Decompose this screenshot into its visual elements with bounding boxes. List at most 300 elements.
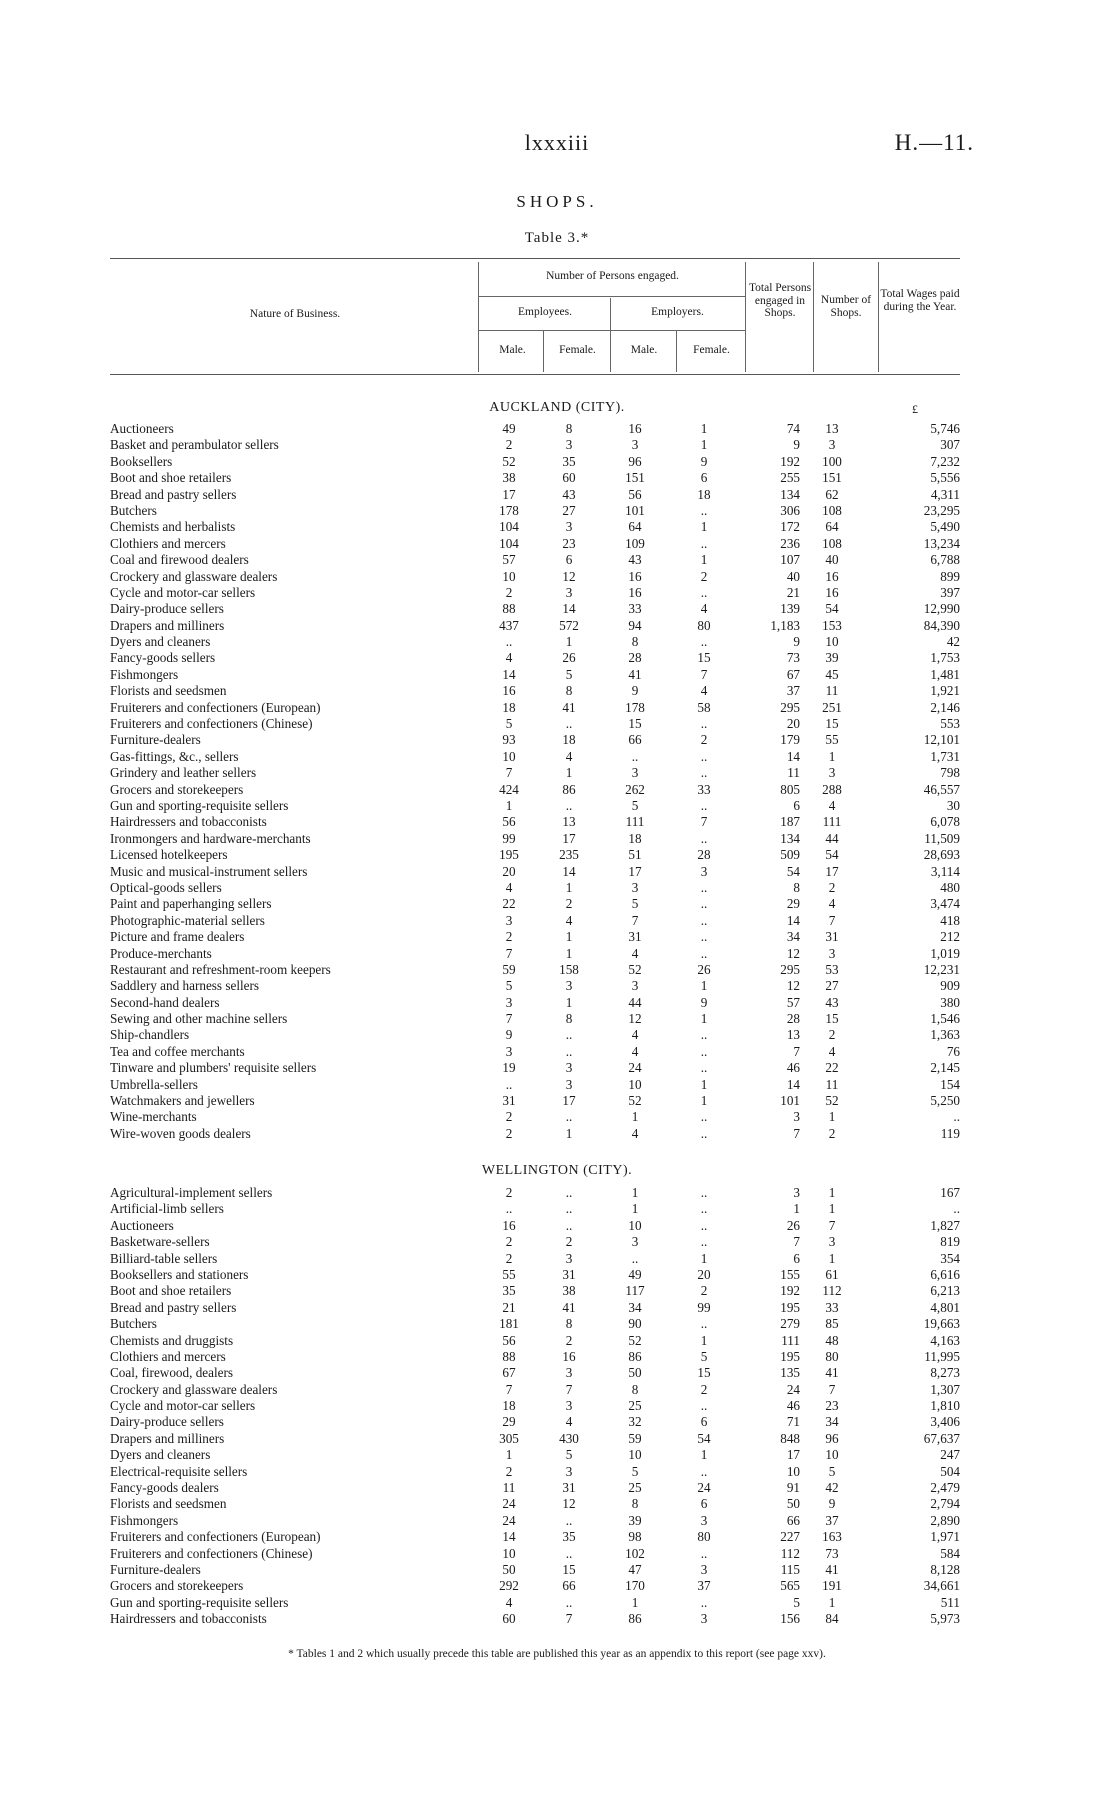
table-row xyxy=(110,421,960,437)
employees-male-cell: 424 xyxy=(499,781,519,797)
total-persons-cell: 111 xyxy=(781,1332,800,1348)
total-wages-cell: 5,746 xyxy=(930,421,960,436)
table-row xyxy=(110,650,960,666)
business-name: Furniture-dealers xyxy=(110,732,201,748)
table-row xyxy=(110,1267,960,1283)
employees-female-cell: 31 xyxy=(562,1480,576,1496)
employees-female-cell: 12 xyxy=(562,1496,576,1512)
table-row xyxy=(110,1546,960,1562)
employees-female-cell: 31 xyxy=(562,1266,576,1282)
business-name: Hairdressers and tobacconists xyxy=(110,814,267,830)
employers-male-cell: 3 xyxy=(631,437,639,453)
total-wages-cell: 480 xyxy=(940,879,960,895)
business-name: Saddlery and harness sellers xyxy=(110,978,260,994)
table-row xyxy=(110,454,960,470)
employees-female-cell: 2 xyxy=(565,1332,573,1348)
business-name: Auctioneers xyxy=(110,421,174,436)
business-name: Ship-chandlers xyxy=(110,1027,190,1043)
employees-male-cell: 18 xyxy=(502,1398,516,1414)
employees-female-cell: 1 xyxy=(565,994,573,1010)
total-wages-cell: 418 xyxy=(940,912,960,928)
employers-female-cell: .. xyxy=(700,896,708,912)
employees-female-cell: .. xyxy=(565,797,573,813)
business-name: Electrical-requisite sellers xyxy=(110,1463,248,1479)
total-persons-cell: 565 xyxy=(780,1578,800,1594)
number-of-shops-cell: 3 xyxy=(828,945,836,961)
header-employers-male: Male. xyxy=(630,344,658,356)
employers-female-cell: 1 xyxy=(700,978,708,994)
employees-male-cell: 17 xyxy=(502,486,516,502)
number-of-shops-cell: 62 xyxy=(825,486,839,502)
employees-female-cell: 1 xyxy=(565,929,573,945)
employees-female-cell: 4 xyxy=(565,912,573,928)
employees-female-cell: 1 xyxy=(565,945,573,961)
total-wages-cell: 11,509 xyxy=(924,830,960,846)
table-row xyxy=(110,716,960,732)
employers-female-cell: 37 xyxy=(697,1578,711,1594)
employees-female-cell: 8 xyxy=(565,421,573,436)
employers-male-cell: 3 xyxy=(631,1234,639,1250)
employees-female-cell: 27 xyxy=(562,502,576,518)
total-persons-cell: 14 xyxy=(786,748,800,764)
page-number: lxxxiii xyxy=(524,130,590,155)
number-of-shops-cell: 11 xyxy=(825,1076,839,1092)
total-persons-cell: 6 xyxy=(793,797,800,813)
employees-male-cell: 5 xyxy=(505,978,513,994)
business-name: Umbrella-sellers xyxy=(110,1076,198,1092)
business-name: Wine-merchants xyxy=(110,1109,197,1125)
employers-female-cell: .. xyxy=(700,929,708,945)
total-wages-cell: 1,363 xyxy=(930,1027,960,1043)
employers-female-cell: .. xyxy=(700,945,708,961)
table-row xyxy=(110,1513,960,1529)
employees-male-cell: 7 xyxy=(505,765,513,781)
number-of-shops-cell: 1 xyxy=(828,1185,836,1200)
table-row xyxy=(110,1529,960,1545)
employees-female-cell: 35 xyxy=(562,1529,576,1545)
employers-female-cell: 26 xyxy=(697,961,711,977)
employees-female-cell: 13 xyxy=(562,814,576,830)
total-persons-cell: 3 xyxy=(793,1185,800,1200)
table-row xyxy=(110,1300,960,1316)
business-name: Booksellers and stationers xyxy=(110,1266,249,1282)
table-row xyxy=(110,437,960,453)
employees-female-cell: .. xyxy=(565,1201,573,1217)
employees-female-cell: .. xyxy=(565,1043,573,1059)
number-of-shops-cell: 37 xyxy=(825,1512,839,1528)
business-name: Gun and sporting-requisite sellers xyxy=(110,1594,289,1610)
employers-female-cell: .. xyxy=(700,748,708,764)
employees-male-cell: 16 xyxy=(502,683,516,699)
employers-male-cell: 66 xyxy=(628,732,642,748)
total-wages-cell: 1,971 xyxy=(930,1529,960,1545)
number-of-shops-cell: 108 xyxy=(822,502,842,518)
table-row xyxy=(110,1431,960,1447)
employees-male-cell: 9 xyxy=(505,1027,513,1043)
number-of-shops-cell: 9 xyxy=(828,1496,836,1512)
business-name: Photographic-material sellers xyxy=(110,912,265,928)
total-wages-cell: 19,663 xyxy=(923,1316,960,1332)
total-wages-cell: 3,474 xyxy=(930,896,960,912)
table-row xyxy=(110,1077,960,1093)
employees-male-cell: 10 xyxy=(502,568,516,584)
employees-female-cell: 3 xyxy=(565,1076,573,1092)
total-wages-cell: 167 xyxy=(940,1185,960,1200)
employers-male-cell: 51 xyxy=(628,847,642,863)
employers-male-cell: 12 xyxy=(628,1011,642,1027)
total-persons-cell: 112 xyxy=(780,1545,800,1561)
employers-male-cell: 56 xyxy=(628,486,642,502)
total-wages-cell: 12,990 xyxy=(923,601,960,617)
employees-female-cell: 86 xyxy=(562,781,576,797)
employees-male-cell: 7 xyxy=(505,945,513,961)
total-persons-cell: 9 xyxy=(793,634,800,650)
table-row xyxy=(110,1365,960,1381)
table-row xyxy=(110,1562,960,1578)
total-wages-cell: 1,731 xyxy=(930,748,960,764)
header-number-of-persons: Number of Persons engaged. xyxy=(546,270,679,282)
table-row xyxy=(110,880,960,896)
number-of-shops-cell: 1 xyxy=(828,1250,836,1266)
employees-male-cell: 2 xyxy=(505,1109,513,1125)
employees-female-cell: 17 xyxy=(562,830,576,846)
number-of-shops-cell: 11 xyxy=(825,683,839,699)
employees-female-cell: 2 xyxy=(565,896,573,912)
employers-male-cell: 4 xyxy=(631,1125,639,1141)
total-wages-cell: 2,794 xyxy=(930,1496,960,1512)
employees-male-cell: 3 xyxy=(505,1043,513,1059)
total-wages-cell: 23,295 xyxy=(923,502,960,518)
total-persons-cell: 66 xyxy=(786,1512,800,1528)
total-persons-cell: 107 xyxy=(780,552,800,568)
total-wages-cell: 119 xyxy=(940,1125,960,1141)
employers-female-cell: .. xyxy=(700,797,708,813)
employees-female-cell: 2 xyxy=(565,1234,573,1250)
business-name: Basket and perambulator sellers xyxy=(110,437,279,453)
number-of-shops-cell: 16 xyxy=(825,568,839,584)
table-row xyxy=(110,814,960,830)
employers-male-cell: 49 xyxy=(628,1266,642,1282)
number-of-shops-cell: 5 xyxy=(828,1463,836,1479)
employees-male-cell: 178 xyxy=(499,502,519,518)
total-wages-cell: 798 xyxy=(940,765,960,781)
business-name: Coal, firewood, dealers xyxy=(110,1365,234,1381)
employees-male-cell: 2 xyxy=(505,584,513,600)
business-name: Chemists and herbalists xyxy=(110,519,236,535)
employers-female-cell: .. xyxy=(700,1594,708,1610)
employers-male-cell: 31 xyxy=(628,929,642,945)
number-of-shops-cell: 251 xyxy=(822,699,842,715)
total-wages-cell: 553 xyxy=(940,716,960,732)
total-wages-cell: .. xyxy=(953,1201,960,1217)
table-row xyxy=(110,1218,960,1234)
total-persons-cell: 139 xyxy=(780,601,800,617)
employees-male-cell: 437 xyxy=(499,617,519,633)
number-of-shops-cell: 15 xyxy=(825,716,839,732)
business-name: Billiard-table sellers xyxy=(110,1250,218,1266)
business-name: Second-hand dealers xyxy=(110,994,220,1010)
employees-female-cell: 43 xyxy=(562,486,576,502)
employers-male-cell: 52 xyxy=(628,1332,642,1348)
business-name: Fishmongers xyxy=(110,666,179,682)
employees-male-cell: 67 xyxy=(502,1365,516,1381)
employers-male-cell: 101 xyxy=(625,502,645,518)
table-row xyxy=(110,1578,960,1594)
employers-female-cell: 9 xyxy=(700,994,708,1010)
employees-male-cell: 104 xyxy=(499,535,519,551)
employers-male-cell: 1 xyxy=(631,1185,639,1200)
business-name: Licensed hotelkeepers xyxy=(110,847,228,863)
header-divider xyxy=(543,330,544,372)
total-wages-cell: 2,146 xyxy=(930,699,960,715)
total-persons-cell: 279 xyxy=(780,1316,800,1332)
table-row xyxy=(110,667,960,683)
employers-male-cell: 10 xyxy=(628,1447,642,1463)
header-total-wages: Total Wages paid during the Year. xyxy=(880,288,960,313)
employees-male-cell: 1 xyxy=(505,797,513,813)
total-wages-cell: 3,406 xyxy=(930,1414,960,1430)
total-wages-cell: 6,616 xyxy=(930,1266,960,1282)
employers-male-cell: .. xyxy=(631,1250,639,1266)
employers-female-cell: 2 xyxy=(700,1283,708,1299)
employers-male-cell: 178 xyxy=(625,699,645,715)
table-row xyxy=(110,1011,960,1027)
employees-male-cell: 10 xyxy=(502,748,516,764)
employers-female-cell: 1 xyxy=(700,1447,708,1463)
total-persons-cell: 6 xyxy=(793,1250,800,1266)
number-of-shops-cell: 73 xyxy=(825,1545,839,1561)
employers-male-cell: 18 xyxy=(628,830,642,846)
total-persons-cell: 295 xyxy=(780,961,800,977)
total-persons-cell: 195 xyxy=(780,1348,800,1364)
total-persons-cell: 54 xyxy=(786,863,800,879)
business-name: Dairy-produce sellers xyxy=(110,601,224,617)
business-name: Restaurant and refreshment-room keepers xyxy=(110,961,331,977)
employers-female-cell: .. xyxy=(700,912,708,928)
number-of-shops-cell: 288 xyxy=(822,781,842,797)
number-of-shops-cell: 10 xyxy=(825,634,839,650)
total-persons-cell: 14 xyxy=(786,1076,800,1092)
business-name: Fruiterers and confectioners (Chinese) xyxy=(110,716,313,732)
employees-male-cell: 88 xyxy=(502,1348,516,1364)
total-persons-cell: 134 xyxy=(780,830,800,846)
business-name: Gun and sporting-requisite sellers xyxy=(110,797,289,813)
total-persons-cell: 50 xyxy=(786,1496,800,1512)
employees-male-cell: 38 xyxy=(502,470,516,486)
number-of-shops-cell: 3 xyxy=(828,437,836,453)
total-persons-cell: 192 xyxy=(780,453,800,469)
employers-male-cell: 170 xyxy=(625,1578,645,1594)
employees-female-cell: .. xyxy=(565,1512,573,1528)
number-of-shops-cell: 108 xyxy=(822,535,842,551)
business-name: Gas-fittings, &c., sellers xyxy=(110,748,239,764)
employees-female-cell: .. xyxy=(565,716,573,732)
header-divider xyxy=(878,262,879,372)
header-total-persons: Total Persons engaged in Shops. xyxy=(748,282,812,320)
business-name: Cycle and motor-car sellers xyxy=(110,1398,256,1414)
employees-female-cell: 14 xyxy=(562,863,576,879)
employers-male-cell: 5 xyxy=(631,797,639,813)
employers-male-cell: 16 xyxy=(628,421,642,436)
employers-female-cell: 9 xyxy=(700,453,708,469)
number-of-shops-cell: 45 xyxy=(825,666,839,682)
business-name: Fancy-goods dealers xyxy=(110,1480,219,1496)
employees-male-cell: 2 xyxy=(505,1234,513,1250)
total-persons-cell: 12 xyxy=(786,978,800,994)
number-of-shops-cell: 7 xyxy=(828,1381,836,1397)
employers-male-cell: 59 xyxy=(628,1430,642,1446)
table-row xyxy=(110,847,960,863)
table-row xyxy=(110,503,960,519)
employees-female-cell: 8 xyxy=(565,1316,573,1332)
page-title: SHOPS. xyxy=(516,192,598,211)
total-persons-cell: 13 xyxy=(786,1027,800,1043)
total-persons-cell: 7 xyxy=(793,1125,800,1141)
employers-male-cell: 16 xyxy=(628,568,642,584)
number-of-shops-cell: 111 xyxy=(822,814,842,830)
employees-male-cell: 99 xyxy=(502,830,516,846)
employers-male-cell: 1 xyxy=(631,1109,639,1125)
header-divider xyxy=(478,330,745,331)
number-of-shops-cell: 191 xyxy=(822,1578,842,1594)
total-wages-cell: 584 xyxy=(940,1545,960,1561)
business-name: Artificial-limb sellers xyxy=(110,1201,224,1217)
employers-female-cell: 1 xyxy=(700,437,708,453)
total-persons-cell: 135 xyxy=(780,1365,800,1381)
employees-male-cell: 21 xyxy=(502,1299,516,1315)
total-persons-cell: 73 xyxy=(786,650,800,666)
employees-female-cell: 158 xyxy=(559,961,579,977)
business-name: Clothiers and mercers xyxy=(110,1348,226,1364)
number-of-shops-cell: 1 xyxy=(828,1594,836,1610)
header-number-of-shops: Number of Shops. xyxy=(820,294,872,319)
number-of-shops-cell: 84 xyxy=(825,1611,839,1627)
employers-female-cell: 80 xyxy=(697,1529,711,1545)
business-name: Hairdressers and tobacconists xyxy=(110,1611,267,1627)
total-persons-cell: 179 xyxy=(780,732,800,748)
business-name: Picture and frame dealers xyxy=(110,929,245,945)
business-name: Basketware-sellers xyxy=(110,1234,210,1250)
employees-male-cell: 2 xyxy=(505,1125,513,1141)
employees-male-cell: 29 xyxy=(502,1414,516,1430)
employees-male-cell: 60 xyxy=(502,1611,516,1627)
total-persons-cell: 227 xyxy=(780,1529,800,1545)
employers-male-cell: 117 xyxy=(625,1283,645,1299)
number-of-shops-cell: 22 xyxy=(825,1060,839,1076)
total-persons-cell: 156 xyxy=(780,1611,800,1627)
employees-male-cell: 4 xyxy=(505,650,513,666)
employees-male-cell: .. xyxy=(505,634,513,650)
table-row xyxy=(110,913,960,929)
table-row xyxy=(110,1126,960,1142)
employees-female-cell: 1 xyxy=(565,879,573,895)
employees-female-cell: 7 xyxy=(565,1611,573,1627)
employers-male-cell: 41 xyxy=(628,666,642,682)
employers-male-cell: 32 xyxy=(628,1414,642,1430)
employers-female-cell: .. xyxy=(700,1234,708,1250)
employers-female-cell: 7 xyxy=(700,666,708,682)
table-row xyxy=(110,487,960,503)
table-top-rule xyxy=(110,258,960,259)
total-persons-cell: 9 xyxy=(793,437,800,453)
employers-male-cell: 109 xyxy=(625,535,645,551)
employees-male-cell: 56 xyxy=(502,814,516,830)
total-wages-cell: 5,250 xyxy=(930,1093,960,1109)
employees-female-cell: 5 xyxy=(565,1447,573,1463)
business-name: Sewing and other machine sellers xyxy=(110,1011,288,1027)
employers-male-cell: 3 xyxy=(631,765,639,781)
business-name: Wire-woven goods dealers xyxy=(110,1125,251,1141)
employers-female-cell: .. xyxy=(700,1545,708,1561)
employees-female-cell: 1 xyxy=(565,1125,573,1141)
employees-male-cell: 7 xyxy=(505,1011,513,1027)
total-wages-cell: 30 xyxy=(946,797,960,813)
employees-female-cell: 12 xyxy=(562,568,576,584)
number-of-shops-cell: 27 xyxy=(825,978,839,994)
business-name: Drapers and milliners xyxy=(110,1430,225,1446)
business-name: Fancy-goods sellers xyxy=(110,650,216,666)
total-wages-cell: 4,163 xyxy=(930,1332,960,1348)
employees-male-cell: 50 xyxy=(502,1561,516,1577)
employers-female-cell: .. xyxy=(700,1109,708,1125)
number-of-shops-cell: 40 xyxy=(825,552,839,568)
employees-male-cell: 24 xyxy=(502,1496,516,1512)
table-row xyxy=(110,1496,960,1512)
total-persons-cell: 71 xyxy=(786,1414,800,1430)
employees-male-cell: 14 xyxy=(502,666,516,682)
header-divider xyxy=(610,298,611,372)
total-wages-cell: 5,973 xyxy=(930,1611,960,1627)
table-row xyxy=(110,585,960,601)
employers-female-cell: .. xyxy=(700,1185,708,1200)
employers-female-cell: 5 xyxy=(700,1348,708,1364)
employees-male-cell: 104 xyxy=(499,519,519,535)
business-name: Auctioneers xyxy=(110,1217,174,1233)
employers-female-cell: 1 xyxy=(700,519,708,535)
employees-female-cell: 38 xyxy=(562,1283,576,1299)
number-of-shops-cell: 85 xyxy=(825,1316,839,1332)
total-persons-cell: 7 xyxy=(793,1234,800,1250)
currency-symbol: £ xyxy=(912,402,918,416)
employers-female-cell: .. xyxy=(700,830,708,846)
business-name: Drapers and milliners xyxy=(110,617,225,633)
total-wages-cell: 4,801 xyxy=(930,1299,960,1315)
employers-female-cell: 54 xyxy=(697,1430,711,1446)
number-of-shops-cell: 13 xyxy=(825,421,839,436)
number-of-shops-cell: 43 xyxy=(825,994,839,1010)
business-name: Fruiterers and confectioners (European) xyxy=(110,1529,321,1545)
total-wages-cell: 6,788 xyxy=(930,552,960,568)
number-of-shops-cell: 16 xyxy=(825,584,839,600)
business-name: Crockery and glassware dealers xyxy=(110,568,278,584)
employers-female-cell: .. xyxy=(700,535,708,551)
number-of-shops-cell: 1 xyxy=(828,1109,836,1125)
total-persons-cell: 74 xyxy=(786,421,800,436)
employees-female-cell: 15 xyxy=(562,1561,576,1577)
business-name: Florists and seedsmen xyxy=(110,683,227,699)
employers-male-cell: .. xyxy=(631,748,639,764)
employers-male-cell: 7 xyxy=(631,912,639,928)
employers-female-cell: 1 xyxy=(700,421,708,436)
total-wages-cell: 7,232 xyxy=(930,453,960,469)
employees-female-cell: 5 xyxy=(565,666,573,682)
table-row xyxy=(110,700,960,716)
total-persons-cell: 1 xyxy=(793,1201,800,1217)
table-row xyxy=(110,1595,960,1611)
employees-male-cell: 4 xyxy=(505,1594,513,1610)
table-row xyxy=(110,782,960,798)
employees-male-cell: 19 xyxy=(502,1060,516,1076)
